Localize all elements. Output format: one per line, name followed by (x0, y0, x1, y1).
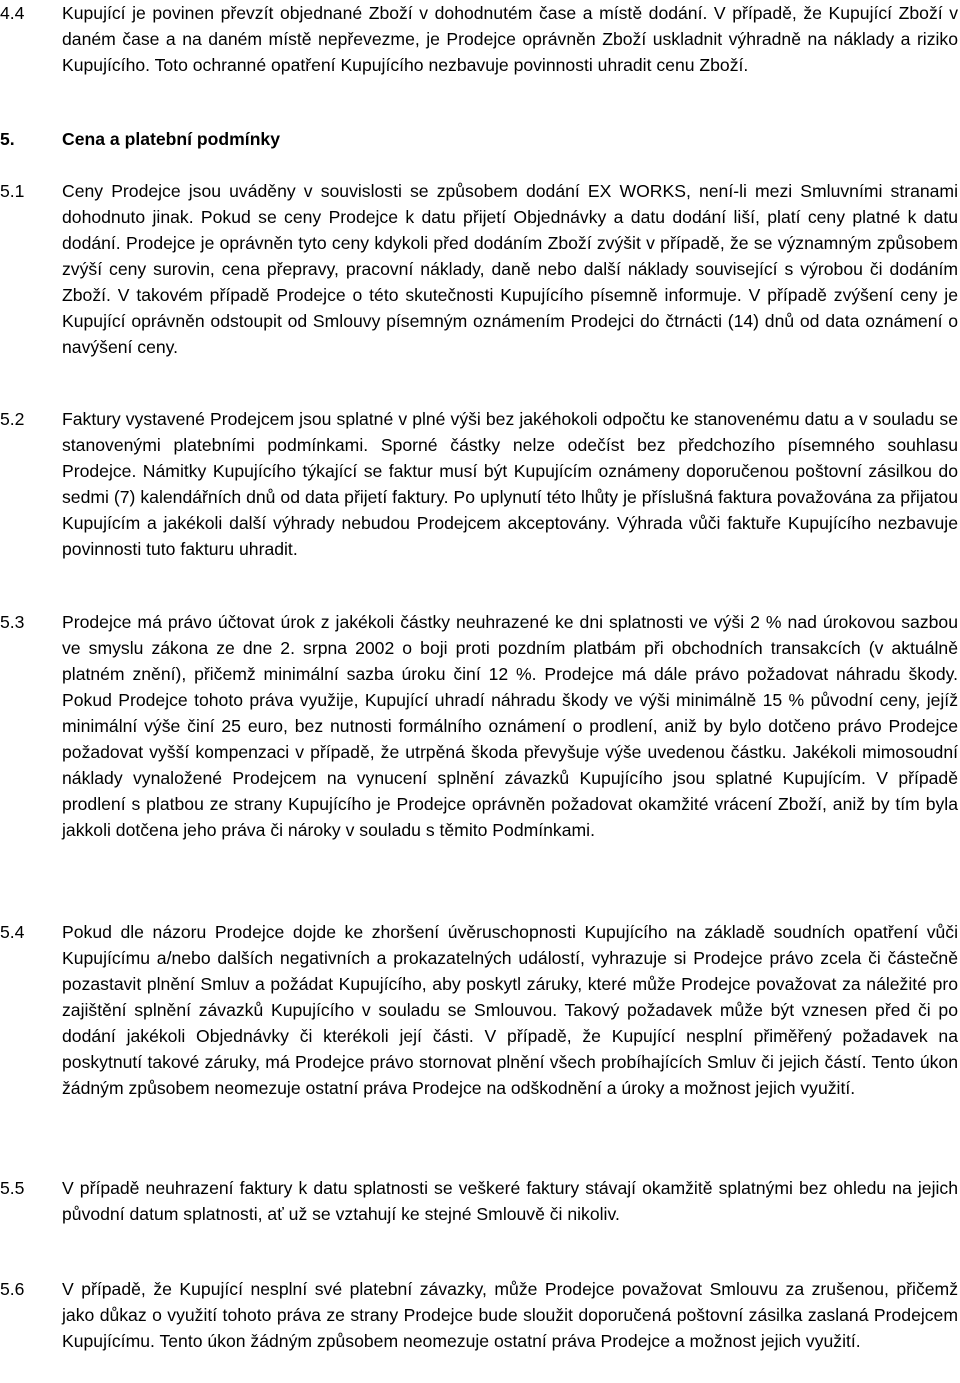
clause-number: 5.3 (0, 612, 25, 632)
section-number: 5. (0, 129, 15, 149)
clause-text: Prodejce má právo účtovat úrok z jakékoli částky neuhrazené ke dni splatnosti ve výši 2 % nad úrokovou sazbou ve smyslu zákona ze dne 2. srpna 2002 o boji proti pozdním platbám při obchodních transakcích (v aktuálně platném znění), přičemž minimální sazba úroku činí 12 %. Prodejce má dále právo požadovat náhradu škody. Pokud Prodejce tohoto práva využije, Kupující uhradí náhradu škody ve výši minimálně 15 % původní ceny, jejíž minimální výše činí 25 euro, bez nutnosti formálního oznámení o prodlení, aniž by bylo dotčeno právo Prodejce požadovat vyšší kompenzaci v případě, že utrpěná škoda převyšuje výše uvedenou částku. Jakékoli mimosoudní náklady vynaložené Prodejcem na vynucení splnění závazků Kupujícího jsou splatné Kupujícím. V případě prodlení s platbou ze strany Kupujícího je Prodejce oprávněn požadovat okamžité vrácení Zboží, aniž by tím byla jakkoli dotčena jeho práva či nároky v souladu s těmito Podmínkami. (62, 612, 958, 840)
clause-text: Faktury vystavené Prodejcem jsou splatné v plné výši bez jakéhokoli odpočtu ke stanovenému datu a v souladu se stanovenými platebními podmínkami. Sporné částky nelze odečíst bez předchozího písemného souhlasu Prodejce. Námitky Kupujícího týkající se faktur musí být Kupujícím oznámeny doporučenou poštovní zásilkou do sedmi (7) kalendářních dnů od data přijetí faktury. Po uplynutí této lhůty je příslušná faktura považována za přijatou Kupujícím a jakékoli další výhrady nebudou Prodejcem akceptovány. Výhrada vůči faktuře Kupujícího nezbavuje povinnosti tuto fakturu uhradit. (62, 409, 958, 559)
clause-text: Kupující je povinen převzít objednané Zboží v dohodnutém čase a místě dodání. V případě, že Kupující Zboží v daném čase a na daném místě nepřevezme, je Prodejce oprávněn Zboží uskladnit výhradně na náklady a riziko Kupujícího. Toto ochranné opatření Kupujícího nezbavuje povinnosti uhradit cenu Zboží. (62, 3, 958, 75)
clause-number: 4.4 (0, 3, 25, 23)
clause-number: 5.6 (0, 1279, 25, 1299)
clause-text: Ceny Prodejce jsou uváděny v souvislosti se způsobem dodání EX WORKS, není-li mezi Smluvními stranami dohodnuto jinak. Pokud se ceny Prodejce k datu přijetí Objednávky a datu dodání liší, platí ceny platné k datu dodání. Prodejce je oprávněn tyto ceny kdykoli před dodáním Zboží zvýšit v případě, že se významným způsobem zvýší ceny surovin, cena přepravy, pracovní náklady, daně nebo další náklady související s výrobou či dodáním Zboží. V takovém případě Prodejce o této skutečnosti Kupujícího písemně informuje. V případě zvýšení ceny je Kupující oprávněn odstoupit od Smlouvy písemným oznámením Prodejci do čtrnácti (14) dnů od data oznámení o navýšení ceny. (62, 181, 958, 357)
section-title: Cena a platební podmínky (62, 129, 281, 149)
clause-text: Pokud dle názoru Prodejce dojde ke zhoršení úvěruschopnosti Kupujícího na základě soudních opatření vůči Kupujícímu a/nebo dalších negativních a prokazatelných událostí, vyhrazuje si Prodejce právo zcela či částečně pozastavit plnění Smluv a požádat Kupujícího, aby poskytl záruky, které může Prodejce považovat za náležité pro zajištění splnění závazků Kupujícího v souladu se Smlouvou. Takový požadavek může být vznesen před či po dodání jakékoli Objednávky či kterékoli její části. V případě, že Kupující nesplní přiměřený požadavek na poskytnutí takové záruky, má Prodejce právo stornovat plnění všech probíhajících Smluv či jejich částí. Tento úkon žádným způsobem neomezuje ostatní práva Prodejce na odškodnění a úroky a možnost jejich využití. (62, 922, 958, 1098)
clause-text: V případě, že Kupující nesplní své platební závazky, může Prodejce považovat Smlouvu za zrušenou, přičemž jako důkaz o využití tohoto práva ze strany Prodejce bude sloužit doporučená poštovní zásilka zaslaná Prodejcem Kupujícímu. Tento úkon žádným způsobem neomezuje ostatní práva Prodejce a možnost jejich využití. (62, 1279, 958, 1351)
clause-number: 5.2 (0, 409, 25, 429)
clause-number: 5.4 (0, 922, 25, 942)
clause-number: 5.1 (0, 181, 25, 201)
clause-number: 5.5 (0, 1178, 25, 1198)
clause-text: V případě neuhrazení faktury k datu splatnosti se veškeré faktury stávají okamžitě splatnými bez ohledu na jejich původní datum splatnosti, ať už se vztahují ke stejné Smlouvě či nikoliv. (62, 1178, 958, 1224)
